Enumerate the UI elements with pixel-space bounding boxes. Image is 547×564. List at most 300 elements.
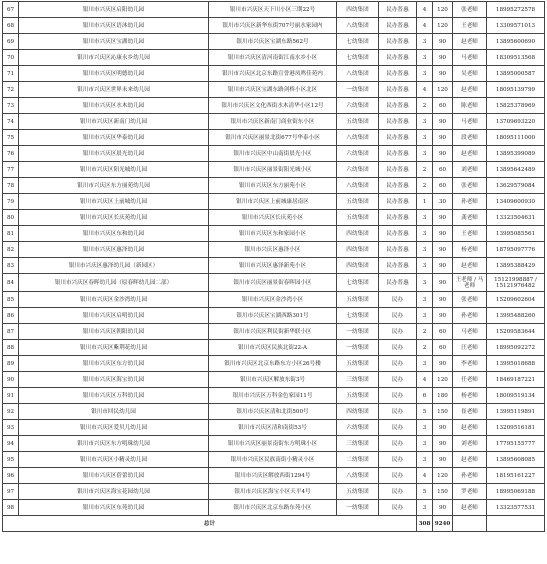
contact-person: 李老师 — [453, 356, 487, 372]
contact-phone: 13895642489 — [487, 162, 545, 178]
class-count: 3 — [417, 500, 433, 516]
kindergarten-address: 银川市兴庆区东和家园小区 — [209, 226, 337, 242]
education-group: 六幼集团 — [337, 98, 379, 114]
class-count: 1 — [417, 194, 433, 210]
contact-phone: 13309571013 — [487, 18, 545, 34]
total-kids: 9240 — [433, 516, 453, 532]
contact-person: 陈老师 — [453, 98, 487, 114]
kindergarten-address: 银川市兴庆区北京东路东苑小区 — [209, 500, 337, 516]
row-number: 70 — [3, 50, 19, 66]
class-count: 3 — [417, 66, 433, 82]
contact-phone: 13895388429 — [487, 258, 545, 274]
kindergarten-name: 银川市兴庆区明德幼儿园 — [19, 66, 209, 82]
enrollment-count: 90 — [433, 292, 453, 308]
education-group: 四幼集团 — [337, 226, 379, 242]
kindergarten-address: 银川市兴庆区丽景北街677号华泰小区 — [209, 130, 337, 146]
class-count: 4 — [417, 372, 433, 388]
education-group: 一幼集团 — [337, 340, 379, 356]
total-empty-phone — [487, 516, 545, 532]
kindergarten-name: 银川市兴庆区沁康永乡幼儿园 — [19, 50, 209, 66]
contact-person: 马老师 — [453, 50, 487, 66]
class-count: 3 — [417, 226, 433, 242]
education-group: 八幼集团 — [337, 66, 379, 82]
school-type: 民办普惠 — [379, 114, 417, 130]
kindergarten-name: 银川市兴庆区华泰幼儿园 — [19, 130, 209, 146]
contact-phone: 18469187221 — [487, 372, 545, 388]
contact-person: 杨老师 — [453, 388, 487, 404]
row-number: 97 — [3, 484, 19, 500]
school-type: 民办 — [379, 484, 417, 500]
kindergarten-name: 银川市兴庆区朝阳幼儿园 — [19, 324, 209, 340]
education-group: 五幼集团 — [337, 484, 379, 500]
contact-phone: 13995085561 — [487, 226, 545, 242]
kindergarten-address: 银川市兴庆区惠泽小区 — [209, 242, 337, 258]
kindergarten-name: 银川市兴庆区蓓蕾幼儿园 — [19, 468, 209, 484]
contact-person: 马老师 — [453, 324, 487, 340]
class-count: 3 — [417, 292, 433, 308]
class-count: 3 — [417, 50, 433, 66]
enrollment-count: 90 — [433, 258, 453, 274]
school-type: 民办普惠 — [379, 194, 417, 210]
enrollment-count: 30 — [433, 194, 453, 210]
table-row — [3, 34, 545, 50]
row-number: 93 — [3, 420, 19, 436]
contact-person: 刘老师 — [453, 162, 487, 178]
kindergarten-name: 银川市兴庆区新南门幼儿园 — [19, 114, 209, 130]
contact-person: 孙老师 — [453, 194, 487, 210]
row-number: 83 — [3, 258, 19, 274]
contact-phone: 13895399089 — [487, 146, 545, 162]
class-count: 2 — [417, 340, 433, 356]
school-type: 民办 — [379, 292, 417, 308]
education-group: 七幼集团 — [337, 308, 379, 324]
row-number: 72 — [3, 82, 19, 98]
education-group: 一幼集团 — [337, 82, 379, 98]
table-row — [3, 292, 545, 308]
total-label: 总计 — [3, 516, 417, 532]
table-row — [3, 468, 545, 484]
class-count: 2 — [417, 162, 433, 178]
contact-phone: 17795155777 — [487, 436, 545, 452]
kindergarten-address: 银川市兴庆区宝湖西路301号 — [209, 308, 337, 324]
contact-person: 赵老师 — [453, 34, 487, 50]
contact-person: 崔老师 — [453, 404, 487, 420]
table-row — [3, 66, 545, 82]
kindergarten-name: 银川市兴庆区金沙湾幼儿园 — [19, 292, 209, 308]
table-row — [3, 452, 545, 468]
enrollment-count: 120 — [433, 82, 453, 98]
table-row — [3, 484, 545, 500]
contact-person: 马老师 — [453, 114, 487, 130]
contact-phone: 18195161227 — [487, 468, 545, 484]
contact-phone: 18309513568 — [487, 50, 545, 66]
contact-phone: 18095111000 — [487, 130, 545, 146]
table-body — [3, 2, 545, 516]
contact-phone: 13895600690 — [487, 34, 545, 50]
education-group: 八幼集团 — [337, 468, 379, 484]
table-row — [3, 146, 545, 162]
contact-person: 王老师 / 马老师 — [453, 274, 487, 292]
kindergarten-address: 银川市兴庆区东方丽苑小区 — [209, 178, 337, 194]
table-row — [3, 210, 545, 226]
contact-person: 汪老师 — [453, 340, 487, 356]
kindergarten-address: 银川市兴庆区中山南街晨光小区 — [209, 146, 337, 162]
school-type: 民办 — [379, 452, 417, 468]
enrollment-count: 60 — [433, 162, 453, 178]
contact-phone: 13895608085 — [487, 452, 545, 468]
kindergarten-address: 银川市兴庆区新华东街707号丽水家园内 — [209, 18, 337, 34]
kindergarten-address: 银川市兴庆区万科金色家园11号 — [209, 388, 337, 404]
kindergarten-list-sheet — [2, 1, 544, 532]
contact-person: 吴老师 — [453, 66, 487, 82]
kindergarten-name: 银川市兴庆区长庆苑幼儿园 — [19, 210, 209, 226]
contact-person: 杨老师 — [453, 242, 487, 258]
contact-phone: 13995119891 — [487, 404, 545, 420]
row-number: 69 — [3, 34, 19, 50]
school-type: 民办普惠 — [379, 162, 417, 178]
school-type: 民办 — [379, 436, 417, 452]
enrollment-count: 120 — [433, 18, 453, 34]
enrollment-count: 90 — [433, 226, 453, 242]
enrollment-count: 150 — [433, 484, 453, 500]
kindergarten-name: 银川市兴庆区爱贝儿幼儿园 — [19, 420, 209, 436]
contact-person: 王老师 — [453, 226, 487, 242]
kindergarten-name: 银川市回民幼儿园 — [19, 404, 209, 420]
contact-phone: 18095139799 — [487, 82, 545, 98]
kindergarten-name: 银川市兴庆区万科幼儿园 — [19, 388, 209, 404]
school-type: 民办 — [379, 500, 417, 516]
row-number: 81 — [3, 226, 19, 242]
table-row — [3, 404, 545, 420]
contact-phone: 18795097776 — [487, 242, 545, 258]
contact-person: 赵老师 — [453, 500, 487, 516]
kindergarten-name: 银川市兴庆区宝湖幼儿园 — [19, 34, 209, 50]
contact-phone: 18995092272 — [487, 340, 545, 356]
enrollment-count: 90 — [433, 356, 453, 372]
class-count: 3 — [417, 146, 433, 162]
contact-phone: 13895000587 — [487, 66, 545, 82]
contact-person: 龚老师 — [453, 210, 487, 226]
table-row — [3, 340, 545, 356]
class-count: 3 — [417, 420, 433, 436]
kindergarten-address: 银川市兴庆区惠泽新苑小区 — [209, 258, 337, 274]
kindergarten-address: 银川市兴庆区上前城康居南区 — [209, 194, 337, 210]
education-group: 五幼集团 — [337, 114, 379, 130]
school-type: 民办 — [379, 324, 417, 340]
kindergarten-address: 银川市兴庆区丽景街春晖园小区 — [209, 274, 337, 292]
table-row — [3, 226, 545, 242]
school-type: 民办普惠 — [379, 274, 417, 292]
school-type: 民办 — [379, 356, 417, 372]
kindergarten-address: 银川市兴庆区丽景南街东方明珠小区 — [209, 436, 337, 452]
row-number: 74 — [3, 114, 19, 130]
row-number: 89 — [3, 356, 19, 372]
kindergarten-name: 银川市兴庆区东方明珠幼儿园 — [19, 436, 209, 452]
education-group: 四幼集团 — [337, 258, 379, 274]
contact-person: 孙老师 — [453, 308, 487, 324]
table-row — [3, 258, 545, 274]
education-group: 七幼集团 — [337, 274, 379, 292]
education-group: 一幼集团 — [337, 324, 379, 340]
row-number: 94 — [3, 436, 19, 452]
enrollment-count: 60 — [433, 98, 453, 114]
kindergarten-address: 银川市兴庆区宝湖东路562号 — [209, 34, 337, 50]
class-count: 4 — [417, 2, 433, 18]
contact-person: 赵老师 — [453, 452, 487, 468]
row-number: 90 — [3, 372, 19, 388]
contact-phone: 13209516181 — [487, 420, 545, 436]
kindergarten-address: 银川市兴庆区解放西街1294号 — [209, 468, 337, 484]
education-group: 四幼集团 — [337, 242, 379, 258]
school-type: 民办普惠 — [379, 258, 417, 274]
contact-person: 赵老师 — [453, 82, 487, 98]
kindergarten-address: 银川市兴庆区民族北街22-A — [209, 340, 337, 356]
contact-person: 张老师 — [453, 178, 487, 194]
education-group: 一幼集团 — [337, 500, 379, 516]
school-type: 民办普惠 — [379, 242, 417, 258]
class-count: 4 — [417, 82, 433, 98]
kindergarten-name: 银川市兴庆区惠泽幼儿园 — [19, 242, 209, 258]
education-group: 六幼集团 — [337, 146, 379, 162]
row-number: 98 — [3, 500, 19, 516]
table-row — [3, 436, 545, 452]
kindergarten-name: 银川市兴庆区启阳幼儿园 — [19, 2, 209, 18]
class-count: 3 — [417, 356, 433, 372]
school-type: 民办 — [379, 404, 417, 420]
row-number: 71 — [3, 66, 19, 82]
enrollment-count: 90 — [433, 500, 453, 516]
school-type: 民办普惠 — [379, 66, 417, 82]
table-row — [3, 372, 545, 388]
kindergarten-address: 银川市兴庆区丽景街阳光城小区 — [209, 162, 337, 178]
total-row — [3, 516, 545, 532]
kindergarten-name: 银川市兴庆区春晖幼儿园（原春晖幼儿园二部） — [19, 274, 209, 292]
education-group: 八幼集团 — [337, 178, 379, 194]
table-row — [3, 420, 545, 436]
contact-person: 刘老师 — [453, 436, 487, 452]
row-number: 95 — [3, 452, 19, 468]
kindergarten-address: 银川市兴庆区金沙湾小区 — [209, 292, 337, 308]
school-type: 民办普惠 — [379, 82, 417, 98]
class-count: 5 — [417, 484, 433, 500]
row-number: 79 — [3, 194, 19, 210]
kindergarten-address: 银川市兴庆区利民街新华联小区 — [209, 324, 337, 340]
education-group: 三幼集团 — [337, 372, 379, 388]
kindergarten-address: 银川市兴庆区天下川小区三期22号 — [209, 2, 337, 18]
school-type: 民办普惠 — [379, 130, 417, 146]
enrollment-count: 90 — [433, 308, 453, 324]
table-row — [3, 162, 545, 178]
kindergarten-name: 银川市兴庆区东和幼儿园 — [19, 226, 209, 242]
enrollment-count: 90 — [433, 452, 453, 468]
class-count: 2 — [417, 98, 433, 114]
table-row — [3, 274, 545, 292]
row-number: 85 — [3, 292, 19, 308]
enrollment-count: 90 — [433, 146, 453, 162]
contact-phone: 13629579084 — [487, 178, 545, 194]
contact-phone: 15209602604 — [487, 292, 545, 308]
education-group: 五幼集团 — [337, 194, 379, 210]
table-row — [3, 18, 545, 34]
kindergarten-address: 银川市兴庆区北京东路宣誉港凤鸣佳苑内 — [209, 66, 337, 82]
class-count: 4 — [417, 18, 433, 34]
kindergarten-address: 银川市兴庆区清河南街江南水乡小区 — [209, 50, 337, 66]
school-type: 民办普惠 — [379, 2, 417, 18]
education-group: 二幼集团 — [337, 452, 379, 468]
class-count: 5 — [417, 404, 433, 420]
contact-person: 王老师 — [453, 18, 487, 34]
kindergarten-address: 银川市兴庆区长庆苑小区 — [209, 210, 337, 226]
education-group: 四幼集团 — [337, 404, 379, 420]
contact-phone: 13409600930 — [487, 194, 545, 210]
enrollment-count: 60 — [433, 324, 453, 340]
class-count: 3 — [417, 34, 433, 50]
enrollment-count: 90 — [433, 34, 453, 50]
table-row — [3, 114, 545, 130]
education-group: 五幼集团 — [337, 388, 379, 404]
table-row — [3, 178, 545, 194]
contact-person: 段老师 — [453, 130, 487, 146]
kindergarten-name: 银川市兴庆区启明幼儿园 — [19, 308, 209, 324]
row-number: 78 — [3, 178, 19, 194]
school-type: 民办 — [379, 420, 417, 436]
kindergarten-name: 银川市兴庆区阳光城幼儿园 — [19, 162, 209, 178]
education-group: 五幼集团 — [337, 210, 379, 226]
total-classes: 308 — [417, 516, 433, 532]
class-count: 6 — [417, 388, 433, 404]
contact-phone: 13323577531 — [487, 500, 545, 516]
enrollment-count: 90 — [433, 66, 453, 82]
total-empty-contact — [453, 516, 487, 532]
enrollment-count: 180 — [433, 388, 453, 404]
education-group: 七幼集团 — [337, 50, 379, 66]
table-row — [3, 98, 545, 114]
contact-person: 赵老师 — [453, 258, 487, 274]
table-row — [3, 130, 545, 146]
table-row — [3, 194, 545, 210]
contact-person: 孙老师 — [453, 468, 487, 484]
enrollment-count: 90 — [433, 436, 453, 452]
contact-phone: 18995069188 — [487, 484, 545, 500]
class-count: 4 — [417, 468, 433, 484]
contact-phone: 15825378969 — [487, 98, 545, 114]
school-type: 民办普惠 — [379, 50, 417, 66]
enrollment-count: 120 — [433, 468, 453, 484]
table-row — [3, 324, 545, 340]
school-type: 民办普惠 — [379, 210, 417, 226]
enrollment-count: 90 — [433, 242, 453, 258]
education-group: 三幼集团 — [337, 436, 379, 452]
kindergarten-address: 银川市兴庆区清和北街500号 — [209, 404, 337, 420]
kindergarten-name: 银川市兴庆区语沐幼儿园 — [19, 18, 209, 34]
contact-person: 任老师 — [453, 372, 487, 388]
class-count: 2 — [417, 324, 433, 340]
school-type: 民办 — [379, 388, 417, 404]
kindergarten-address: 银川市兴庆区文化西街水木清华小区12号 — [209, 98, 337, 114]
kindergarten-name: 银川市兴庆区世界未来幼儿园 — [19, 82, 209, 98]
enrollment-count: 60 — [433, 340, 453, 356]
education-group: 八幼集团 — [337, 130, 379, 146]
row-number: 87 — [3, 324, 19, 340]
contact-phone: 18009519134 — [487, 388, 545, 404]
row-number: 75 — [3, 130, 19, 146]
kindergarten-table — [2, 1, 545, 532]
row-number: 68 — [3, 18, 19, 34]
kindergarten-name: 银川市兴庆区晨光幼儿园 — [19, 146, 209, 162]
class-count: 3 — [417, 308, 433, 324]
table-row — [3, 50, 545, 66]
school-type: 民办普惠 — [379, 178, 417, 194]
row-number: 86 — [3, 308, 19, 324]
row-number: 80 — [3, 210, 19, 226]
table-row — [3, 242, 545, 258]
education-group: 七幼集团 — [337, 34, 379, 50]
enrollment-count: 90 — [433, 274, 453, 292]
class-count: 3 — [417, 114, 433, 130]
education-group: 五幼集团 — [337, 356, 379, 372]
kindergarten-address: 银川市兴庆区海宝小区天平4号 — [209, 484, 337, 500]
kindergarten-name: 银川市兴庆区上前城幼儿园 — [19, 194, 209, 210]
row-number: 91 — [3, 388, 19, 404]
contact-phone: 13709693220 — [487, 114, 545, 130]
row-number: 96 — [3, 468, 19, 484]
enrollment-count: 90 — [433, 130, 453, 146]
row-number: 76 — [3, 146, 19, 162]
row-number: 92 — [3, 404, 19, 420]
kindergarten-name: 银川市兴庆区小精灵幼儿园 — [19, 452, 209, 468]
contact-person: 赵老师 — [453, 146, 487, 162]
school-type: 民办普惠 — [379, 146, 417, 162]
table-row — [3, 308, 545, 324]
school-type: 民办 — [379, 372, 417, 388]
kindergarten-name: 银川市兴庆区东方幼儿园 — [19, 356, 209, 372]
contact-person: 赵老师 — [453, 420, 487, 436]
kindergarten-name: 银川市兴庆区东方丽苑幼儿园 — [19, 178, 209, 194]
kindergarten-name: 银川市兴庆区海宝花园幼儿园 — [19, 484, 209, 500]
kindergarten-name: 银川市兴庆区海宝幼儿园 — [19, 372, 209, 388]
row-number: 82 — [3, 242, 19, 258]
table-row — [3, 356, 545, 372]
kindergarten-address: 银川市兴庆区民族南街小精灵小区 — [209, 452, 337, 468]
table-row — [3, 388, 545, 404]
enrollment-count: 120 — [433, 372, 453, 388]
table-row — [3, 82, 545, 98]
kindergarten-address: 银川市兴庆区北京东路东方小区26号楼 — [209, 356, 337, 372]
education-group: 四幼集团 — [337, 2, 379, 18]
enrollment-count: 90 — [433, 210, 453, 226]
enrollment-count: 60 — [433, 178, 453, 194]
class-count: 3 — [417, 130, 433, 146]
kindergarten-address: 银川市兴庆区解放东街3号 — [209, 372, 337, 388]
class-count: 3 — [417, 452, 433, 468]
education-group: 五幼集团 — [337, 292, 379, 308]
row-number: 77 — [3, 162, 19, 178]
table-row — [3, 500, 545, 516]
school-type: 民办普惠 — [379, 98, 417, 114]
kindergarten-address: 银川市兴庆区宝湖东路剑桥小区北区 — [209, 82, 337, 98]
school-type: 民办 — [379, 468, 417, 484]
table-row — [3, 2, 545, 18]
contact-phone: 13995018688 — [487, 356, 545, 372]
contact-phone: 18995272578 — [487, 2, 545, 18]
school-type: 民办 — [379, 308, 417, 324]
kindergarten-address: 银川市兴庆区清和南街53号 — [209, 420, 337, 436]
contact-phone: 15121998887 / 15121976482 — [487, 274, 545, 292]
kindergarten-name: 银川市兴庆区水木幼儿园 — [19, 98, 209, 114]
row-number: 84 — [3, 274, 19, 292]
class-count: 3 — [417, 258, 433, 274]
row-number: 73 — [3, 98, 19, 114]
